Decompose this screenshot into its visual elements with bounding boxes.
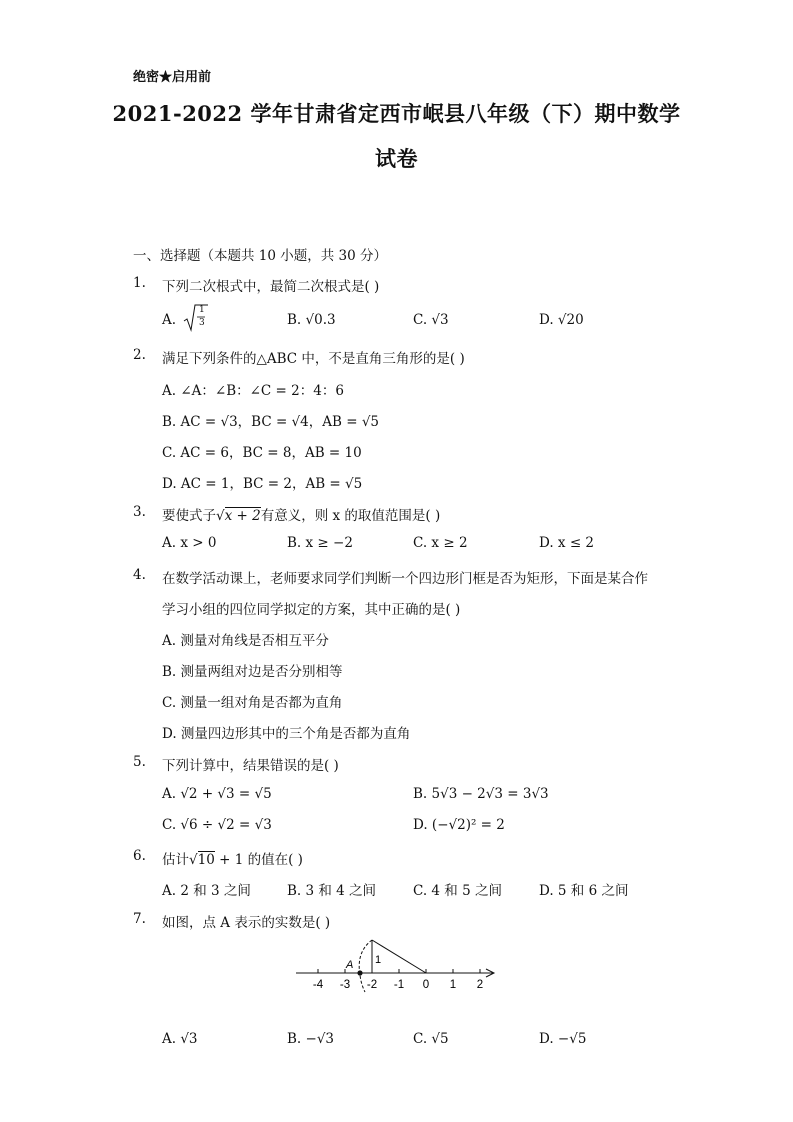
question-text-post: 有意义，则 x 的取值范围是( )	[260, 508, 441, 524]
option-b: B. √0.3	[287, 312, 336, 328]
option-a: A. √3	[162, 1031, 198, 1047]
option-a: A. 测量对角线是否相互平分	[162, 633, 329, 649]
radicand: x + 2	[224, 508, 261, 524]
tick-label: -3	[339, 979, 351, 991]
tick-marks	[313, 969, 483, 991]
question-number: 4.	[133, 567, 146, 583]
option-b: B. x ≥ −2	[287, 535, 353, 551]
option-b: B. 5√3 − 2√3 = 3√3	[413, 786, 549, 802]
question-number: 7.	[133, 911, 146, 927]
point-a-label: A	[346, 959, 354, 971]
sqrt-sign-icon: √	[216, 508, 225, 524]
tick-label: 1	[449, 979, 457, 991]
question-text-line2: 学习小组的四位同学拟定的方案，其中正确的是( )	[162, 602, 461, 618]
option-c: C. √5	[413, 1031, 449, 1047]
option-a: A. x > 0	[162, 535, 217, 551]
page-title-line2: 试卷	[375, 146, 418, 171]
tick-label: -4	[312, 979, 324, 991]
radicand: 10	[197, 852, 215, 868]
option-d: D. (−√2)² = 2	[413, 817, 505, 833]
question-text	[162, 504, 440, 524]
tick-label: 0	[422, 979, 430, 991]
tick-label: -1	[393, 979, 405, 991]
option-c: C. √3	[413, 312, 449, 328]
question-text: 满足下列条件的△ABC 中，不是直角三角形的是( )	[162, 351, 465, 367]
question-text	[162, 848, 303, 868]
option-d: D. x ≤ 2	[539, 535, 595, 551]
fraction-denominator: 3	[199, 318, 205, 328]
option-c: C. √6 ÷ √2 = √3	[162, 817, 272, 833]
option-b: B. 3 和 4 之间	[287, 883, 377, 899]
option-b: B. AC = √3，BC = √4，AB = √5	[162, 414, 380, 430]
option-c: C. AC = 6，BC = 8，AB = 10	[162, 445, 362, 461]
radical	[189, 852, 215, 868]
question-text: 下列二次根式中，最简二次根式是( )	[162, 279, 380, 295]
question-number: 2.	[133, 347, 146, 363]
height-label: 1	[375, 954, 382, 966]
option-c: C. 4 和 5 之间	[413, 883, 502, 899]
question-text-pre: 估计	[162, 852, 189, 868]
option-c: C. 测量一组对角是否都为直角	[162, 695, 343, 711]
radical	[216, 508, 261, 524]
option-label: A.	[162, 312, 177, 328]
question-number: 1.	[133, 275, 146, 291]
option-d: D. −√5	[539, 1031, 587, 1047]
question-text: 如图，点 A 表示的实数是( )	[162, 915, 331, 931]
page-title: 2021-2022 学年甘肃省定西市岷县八年级（下）期中数学	[112, 101, 681, 126]
question-text-line1: 在数学活动课上，老师要求同学们判断一个四边形门框是否为矩形，下面是某合作	[162, 571, 648, 587]
fraction-numerator: 1	[199, 305, 205, 315]
question-number: 6.	[133, 848, 146, 864]
option-b: B. 测量两组对边是否分别相等	[162, 664, 343, 680]
option-d: D. AC = 1，BC = 2，AB = √5	[162, 476, 363, 492]
secret-label: 绝密★启用前	[133, 70, 212, 85]
option-d: D. √20	[539, 312, 584, 328]
question-text-pre: 要使式子	[162, 508, 216, 524]
option-a: A. ∠A：∠B：∠C = 2：4：6	[162, 383, 344, 399]
section-heading: 一、选择题（本题共 10 小题，共 30 分）	[133, 248, 388, 264]
option-a	[162, 305, 205, 328]
question-number: 3.	[133, 504, 146, 520]
option-a: A. 2 和 3 之间	[162, 883, 251, 899]
question-text: 下列计算中，结果错误的是( )	[162, 758, 339, 774]
option-c: C. x ≥ 2	[413, 535, 468, 551]
number-line-figure	[290, 930, 510, 1000]
question-number: 5.	[133, 754, 146, 770]
sqrt-sign-icon: √	[189, 852, 198, 868]
question-text-post: + 1 的值在( )	[214, 852, 303, 868]
tick-label: 2	[476, 979, 484, 991]
point-a	[357, 970, 362, 975]
option-d: D. 5 和 6 之间	[539, 883, 629, 899]
tick-label: -2	[366, 979, 378, 991]
option-d: D. 测量四边形其中的三个角是否都为直角	[162, 726, 411, 742]
option-b: B. −√3	[287, 1031, 335, 1047]
option-a: A. √2 + √3 = √5	[162, 786, 272, 802]
